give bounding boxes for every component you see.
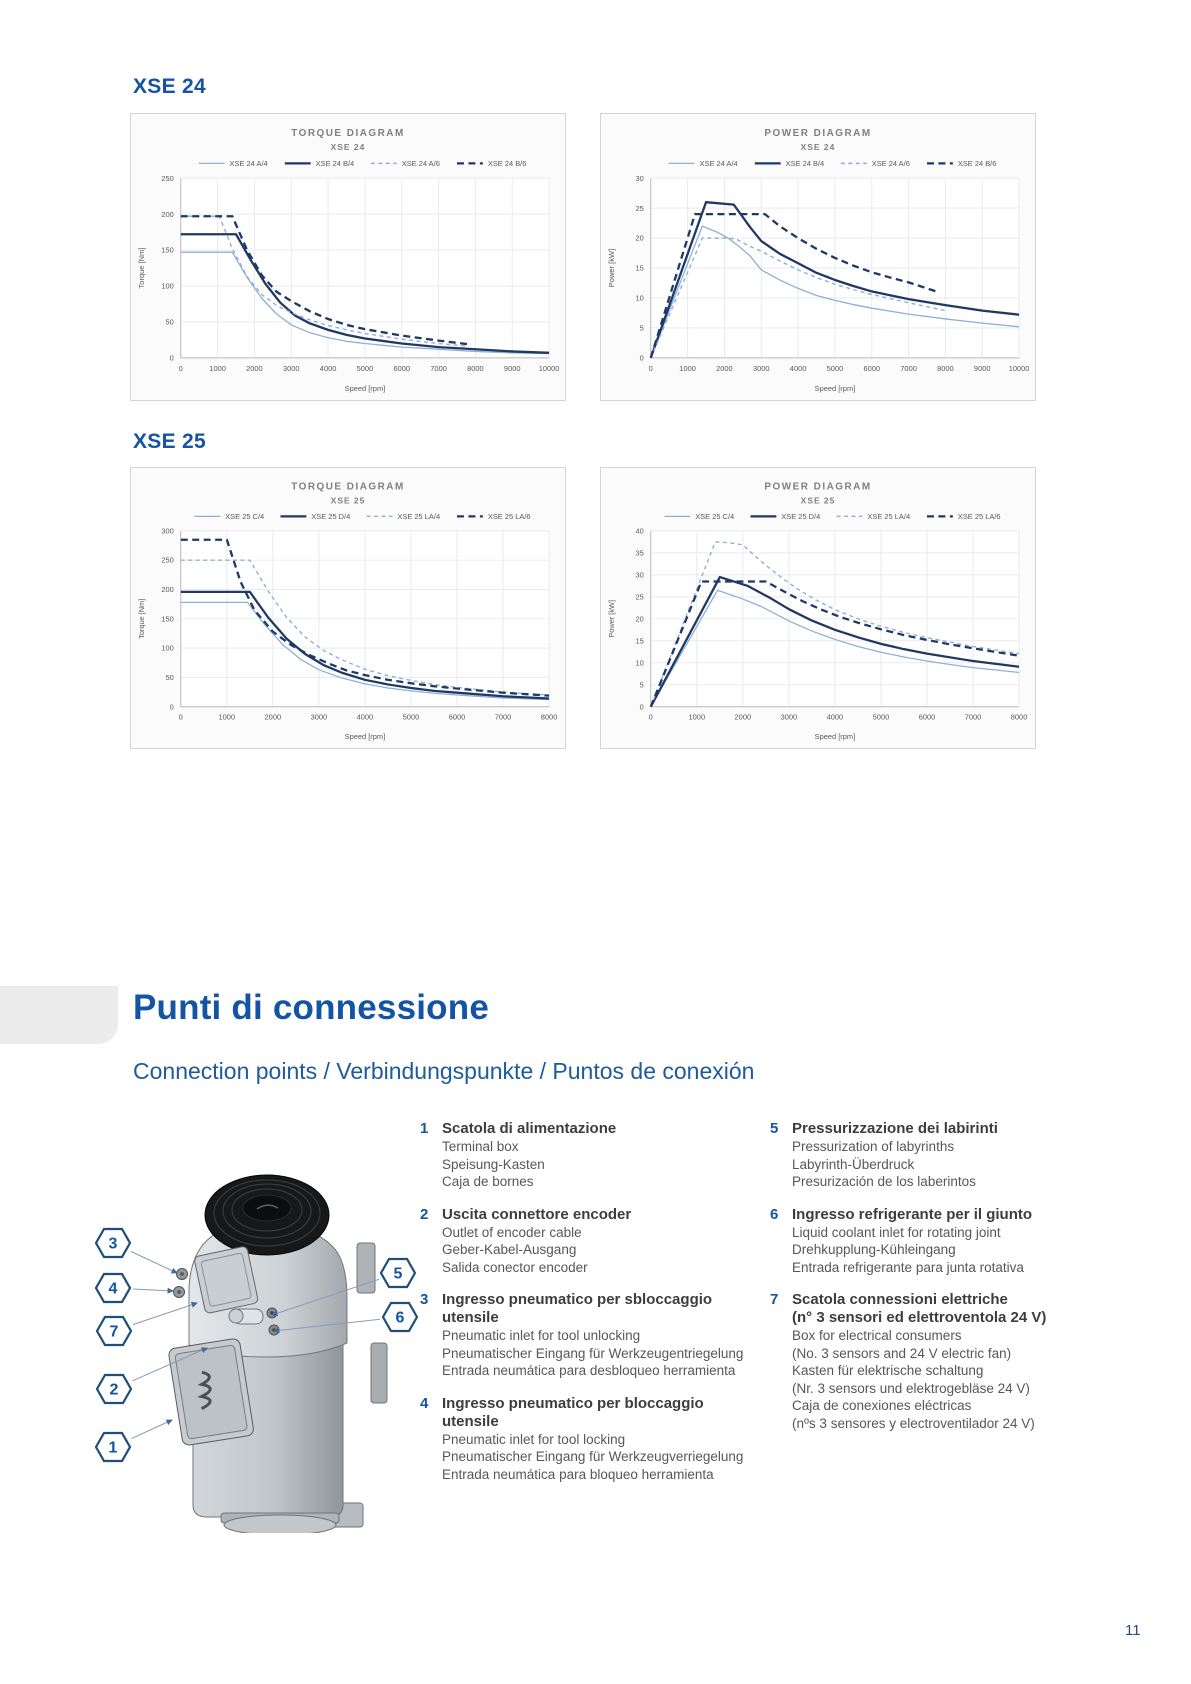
svg-text:XSE 24 A/6: XSE 24 A/6 [871,159,910,169]
item-translation-line: Caja de bornes [442,1174,534,1189]
svg-text:2: 2 [109,1381,119,1399]
svg-text:Power [kW]: Power [kW] [606,599,616,638]
item-translation-line: Entrada neumática para bloqueo herramienta [442,1466,714,1482]
page-number: 11 [1125,1622,1141,1639]
item-translation-line: (No. 3 sensors and 24 V electric fan) [792,1345,1012,1361]
connection-points-figure [75,1093,420,1538]
svg-text:3000: 3000 [282,363,300,373]
spindle-motor-illustration [75,1093,420,1533]
svg-text:200: 200 [161,209,174,219]
svg-text:8000: 8000 [1010,712,1028,722]
svg-text:9000: 9000 [503,363,521,373]
connection-item [420,1395,758,1484]
item-body [792,1206,1032,1277]
svg-text:3: 3 [108,1235,118,1253]
item-body [442,1206,631,1277]
svg-text:6000: 6000 [863,363,881,373]
svg-text:150: 150 [161,245,174,255]
svg-text:1000: 1000 [209,363,226,373]
svg-text:0: 0 [648,712,653,722]
electrical-box [168,1338,254,1446]
item-title: Scatola connessioni elettriche [792,1291,1008,1308]
svg-text:XSE 25: XSE 25 [800,495,836,506]
svg-text:150: 150 [161,614,174,624]
svg-text:5000: 5000 [356,363,374,373]
svg-text:POWER DIAGRAM: POWER DIAGRAM [764,481,872,493]
section-heading-xse24: XSE 24 [133,75,207,98]
callout-4 [96,1274,130,1302]
svg-text:XSE 25 LA/6: XSE 25 LA/6 [957,512,1001,522]
svg-text:Torque [Nm]: Torque [Nm] [136,247,146,289]
svg-text:XSE 24 B/4: XSE 24 B/4 [785,159,825,169]
svg-text:XSE 25 C/4: XSE 25 C/4 [695,512,735,522]
svg-text:25: 25 [635,592,644,602]
item-translation-line: Entrada refrigerante para junta rotativa [792,1259,1024,1275]
chart-torque-xse24 [130,113,566,401]
svg-text:XSE 25 LA/6: XSE 25 LA/6 [487,512,531,522]
svg-text:XSE 25: XSE 25 [330,495,366,506]
fan-icon [205,1175,329,1255]
svg-text:Power [kW]: Power [kW] [606,248,616,288]
item-number: 3 [420,1291,429,1308]
svg-text:3000: 3000 [752,363,770,373]
callout-leader-4 [133,1289,173,1291]
svg-text:0: 0 [648,363,653,373]
item-translation-line: Speisung-Kasten [442,1156,545,1172]
svg-text:0: 0 [169,702,174,712]
connection-item [420,1120,758,1191]
base-flange [221,1513,339,1533]
item-number: 6 [770,1205,779,1223]
svg-text:9000: 9000 [973,363,991,373]
svg-text:20: 20 [635,233,644,243]
svg-text:XSE 24 B/4: XSE 24 B/4 [315,159,355,169]
section-heading-xse25: XSE 25 [133,430,207,453]
connection-heading: Punti di connessione [133,988,489,1027]
item-translation-line: Pressurization of labyrinths [792,1139,955,1154]
svg-text:1000: 1000 [688,712,706,722]
svg-text:1000: 1000 [679,363,696,373]
callout-6 [383,1303,417,1331]
svg-text:8000: 8000 [937,363,954,373]
power-xse24-svg [601,114,1035,400]
item-title: (n° 3 sensori ed elettroventola 24 V) [792,1309,1047,1326]
item-title: Uscita connettore encoder [442,1205,632,1223]
item-translation-line: (Nr. 3 sensors und elektrogebläse 24 V) [792,1380,1030,1396]
svg-text:6000: 6000 [393,363,411,373]
svg-text:15: 15 [635,263,644,273]
item-number: 4 [420,1394,429,1412]
svg-text:2000: 2000 [734,712,752,722]
svg-text:100: 100 [161,281,174,291]
svg-text:7000: 7000 [430,363,447,373]
svg-text:6000: 6000 [918,712,936,722]
power-xse25-svg [601,468,1035,748]
mount-bracket-lower [371,1343,387,1403]
svg-text:5000: 5000 [402,712,420,722]
item-body [442,1291,758,1380]
svg-text:3000: 3000 [780,712,798,722]
svg-text:4000: 4000 [319,363,337,373]
svg-text:1: 1 [108,1439,118,1457]
svg-text:4: 4 [108,1280,118,1298]
svg-text:6: 6 [395,1309,405,1327]
svg-text:0: 0 [639,702,644,712]
svg-text:5: 5 [639,680,644,690]
svg-text:25: 25 [635,203,644,213]
callout-5 [381,1259,415,1287]
callout-leader-3 [131,1252,177,1274]
callout-1 [96,1433,130,1461]
torque-xse25-svg [131,468,565,748]
callout-leader-1 [131,1420,172,1439]
connection-item [770,1120,1118,1191]
svg-text:Speed [rpm]: Speed [rpm] [814,732,856,742]
upper-terminal-plate [194,1246,259,1314]
svg-text:20: 20 [635,614,644,624]
item-translation-line: Terminal box [442,1139,519,1154]
svg-text:7: 7 [109,1323,119,1341]
item-title: Ingresso pneumatico per bloccaggio utensile [442,1394,704,1430]
connection-item [770,1291,1118,1432]
item-translation-line: Labyrinth-Überdruck [792,1156,915,1172]
item-number: 5 [770,1120,779,1137]
chart-power-xse24 [600,113,1036,401]
item-translation-line: (nºs 3 sensores y electroventilador 24 V) [792,1415,1035,1431]
chart-power-xse25 [600,467,1036,749]
callout-2 [97,1375,131,1403]
svg-text:2000: 2000 [716,363,733,373]
item-translation-line: Salida conector encoder [442,1259,588,1275]
svg-text:XSE 24 B/6: XSE 24 B/6 [957,159,997,169]
svg-text:0: 0 [178,712,183,722]
svg-text:10000: 10000 [538,363,560,373]
svg-text:250: 250 [161,173,174,183]
svg-text:50: 50 [165,673,174,682]
svg-text:7000: 7000 [494,712,512,722]
svg-text:4000: 4000 [356,712,374,722]
svg-text:5000: 5000 [872,712,890,722]
svg-text:250: 250 [161,555,174,565]
svg-text:2000: 2000 [264,712,282,722]
item-number: 1 [420,1120,429,1137]
svg-text:XSE 24 A/4: XSE 24 A/4 [229,159,268,169]
encoder-fitting [229,1309,263,1324]
item-translation-line: Pneumatic inlet for tool unlocking [442,1328,641,1343]
svg-text:2000: 2000 [246,363,263,373]
connection-item [770,1206,1118,1277]
torque-xse24-svg [131,114,565,400]
svg-text:15: 15 [635,636,644,646]
item-body [442,1395,758,1484]
callout-leader-7 [133,1303,197,1325]
callout-3 [96,1229,130,1257]
svg-text:7000: 7000 [900,363,917,373]
svg-text:300: 300 [161,526,174,536]
svg-text:5000: 5000 [826,363,844,373]
item-translation-line: Pneumatischer Eingang für Werkzeugentriegelung [442,1345,744,1361]
item-translation-line: Outlet of encoder cable [442,1224,582,1240]
svg-text:XSE 24 A/6: XSE 24 A/6 [401,159,440,169]
item-title: Ingresso pneumatico per sbloccaggio utensile [442,1291,713,1326]
item-translation-line: Presurización de los laberintos [792,1174,976,1189]
connection-item [420,1206,758,1277]
svg-text:Torque [Nm]: Torque [Nm] [136,598,146,639]
svg-text:XSE 24 A/4: XSE 24 A/4 [699,159,738,169]
svg-text:35: 35 [635,548,644,558]
svg-text:5: 5 [639,323,644,333]
chart-torque-xse25 [130,467,566,749]
svg-text:7000: 7000 [964,712,982,722]
item-translation-line: Liquid coolant inlet for rotating joint [792,1224,1001,1240]
connection-col-2 [770,1120,1118,1447]
svg-text:0: 0 [169,353,174,363]
svg-text:XSE 25 LA/4: XSE 25 LA/4 [867,512,911,522]
connection-item [420,1291,758,1380]
svg-text:4000: 4000 [826,712,844,722]
svg-text:40: 40 [635,526,644,536]
item-translation-line: Caja de conexiones eléctricas [792,1398,972,1413]
item-translation-line: Pneumatic inlet for tool locking [442,1431,626,1447]
svg-text:10000: 10000 [1008,363,1030,373]
side-tab [0,986,118,1044]
callout-7 [97,1317,131,1345]
svg-text:8000: 8000 [540,712,558,722]
svg-text:4000: 4000 [789,363,807,373]
svg-text:POWER DIAGRAM: POWER DIAGRAM [764,128,872,140]
svg-text:50: 50 [165,317,174,327]
svg-text:Speed [rpm]: Speed [rpm] [814,383,856,393]
item-number: 2 [420,1205,429,1223]
svg-text:XSE 24: XSE 24 [800,142,836,153]
svg-text:1000: 1000 [218,712,236,722]
item-translation-line: Drehkupplung-Kühleingang [792,1242,956,1257]
svg-text:5: 5 [393,1265,403,1283]
svg-text:10: 10 [635,293,644,303]
svg-text:30: 30 [635,570,644,580]
svg-text:TORQUE DIAGRAM: TORQUE DIAGRAM [291,481,405,493]
item-translation-line: Kasten für elektrische schaltung [792,1363,984,1378]
svg-text:Speed [rpm]: Speed [rpm] [344,383,386,393]
svg-text:3000: 3000 [310,712,328,722]
item-title: Scatola di alimentazione [442,1120,617,1137]
svg-text:XSE 25 C/4: XSE 25 C/4 [225,512,265,522]
svg-text:30: 30 [635,173,644,183]
svg-text:XSE 25 D/4: XSE 25 D/4 [781,512,821,522]
item-body [792,1291,1046,1432]
item-body [792,1120,998,1191]
item-translation-line: Entrada neumática para desbloqueo herramienta [442,1363,736,1378]
svg-text:XSE 25 LA/4: XSE 25 LA/4 [397,512,441,522]
item-translation-line: Geber-Kabel-Ausgang [442,1242,577,1257]
svg-text:TORQUE DIAGRAM: TORQUE DIAGRAM [291,128,405,140]
item-translation-line: Box for electrical consumers [792,1328,962,1343]
svg-text:XSE 24: XSE 24 [330,142,366,153]
svg-text:0: 0 [639,353,644,363]
svg-text:8000: 8000 [467,363,484,373]
connection-subheading: Connection points / Verbindungspunkte / Puntos de conexión [133,1058,755,1084]
svg-text:10: 10 [635,658,644,668]
item-translation-line: Pneumatischer Eingang für Werkzeugverriegelung [442,1449,744,1464]
svg-text:100: 100 [161,643,174,653]
svg-text:0: 0 [178,363,183,373]
svg-text:200: 200 [161,585,174,595]
svg-text:6000: 6000 [448,712,466,722]
item-title: Pressurizzazione dei labirinti [792,1120,998,1137]
item-number: 7 [770,1291,779,1308]
item-body [442,1120,616,1191]
svg-text:XSE 24 B/6: XSE 24 B/6 [487,159,527,169]
svg-text:XSE 25 D/4: XSE 25 D/4 [311,512,351,522]
svg-text:Speed [rpm]: Speed [rpm] [344,732,386,742]
connection-col-1 [420,1120,758,1498]
item-title: Ingresso refrigerante per il giunto [792,1205,1033,1223]
